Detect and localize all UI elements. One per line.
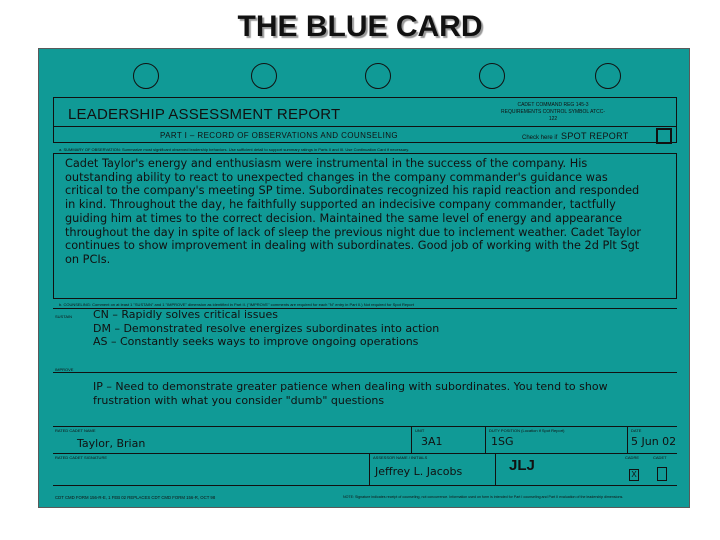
rated-cadet-name-label: RATED CADET NAME (55, 428, 96, 433)
improve-label: IMPROVE (55, 367, 74, 372)
counseling-label: b. COUNSELING: Comment on at least 1 "SUSTAIN" and 1 "IMPROVE" dimension as identified in Part II. ("IMPROVE" comments are required for each "N" entry in Part II.) Not required for Spot Report (59, 302, 414, 307)
sustain-list[interactable] (93, 308, 513, 349)
date-label: DATE (631, 428, 642, 433)
assessor-initials[interactable]: JLJ (509, 457, 535, 474)
unit-field[interactable]: 3A1 (421, 435, 443, 448)
punch-hole-icon (479, 63, 505, 89)
duty-position-field[interactable]: 1SG (491, 435, 514, 448)
improve-divider (53, 372, 677, 373)
header-box (53, 97, 677, 143)
summary-label: a. SUMMARY OF OBSERVATION: Summarize most significant observed leadership behaviors. Use sufficient detail to support summary ratings in Parts II and III. Use Continuation Card if necessary. (59, 147, 410, 152)
punch-hole-icon (133, 63, 159, 89)
spot-report-checkbox[interactable] (656, 128, 672, 144)
footer-divider (53, 485, 677, 486)
footer-column-divider (627, 426, 628, 453)
cadet-command-reg (498, 102, 608, 123)
punch-hole-icon (365, 63, 391, 89)
summary-text[interactable]: Cadet Taylor's energy and enthusiasm were instrumental in the success of the company. His outstanding ability to react to unexpected changes in the company commander's guidance was critical to the company's meeting SP time. Subordinates recognized his rapid reaction and responded in kind. Throughout the day, he faithfully supported an indecisive company commander, tactfully guiding him at times to the correct decision. Maintained the same level of energy and appearance throughout the day in spite of lack of sleep the previous night due to inclement weather. Cadet Taylor continues to show improvement in dealing with subordinates. Good job of working with the 2d Plt Sgt on PCIs. (65, 157, 642, 266)
rated-cadet-name-field[interactable]: Taylor, Brian (77, 437, 146, 450)
footer-column-divider (495, 453, 496, 485)
part-1-title: PART I – RECORD OF OBSERVATIONS AND COUNSELING (160, 131, 399, 140)
footer-column-divider (485, 426, 486, 453)
sustain-item: CN – Rapidly solves critical issues (93, 308, 278, 321)
spot-report-check-text: Check here if (522, 135, 558, 141)
spot-report-value: SPOT REPORT (561, 131, 629, 141)
punch-hole-icon (251, 63, 277, 89)
sustain-label: SUSTAIN (55, 314, 73, 319)
improve-text[interactable]: IP – Need to demonstrate greater patience when dealing with subordinates. You tend to show frustration with what you consider "dumb" questions (93, 380, 608, 407)
rated-cadet-signature-label: RATED CADET SIGNATURE (55, 455, 108, 460)
cadet-command-line-2: REQUIREMENTS CONTROL SYMBOL ATCC-122 (501, 109, 605, 122)
footer-column-divider (411, 426, 412, 453)
assessor-name-field[interactable]: Jeffrey L. Jacobs (375, 465, 463, 478)
unit-label: UNIT (415, 428, 425, 433)
footer-divider (53, 453, 677, 454)
signature-note: NOTE: Signature indicates receipt of counseling, not concurrence. Information used on form is intended for Part I counseling and Part II evaluation of the leadership dimensions. (343, 495, 624, 499)
spot-report-label (522, 131, 629, 141)
cadet-checkbox[interactable] (657, 467, 667, 481)
cadet-label: CADET (653, 455, 667, 460)
punch-hole-icon (595, 63, 621, 89)
cadre-label: CADRE (625, 455, 640, 460)
assessor-label: ASSESSOR NAME / INITIALS (373, 455, 428, 460)
leadership-assessment-card (38, 48, 690, 508)
slide-title: THE BLUE CARD (237, 10, 483, 43)
footer-column-divider (369, 453, 370, 485)
sustain-item: AS – Constantly seeks ways to improve ongoing operations (93, 335, 419, 348)
report-title: LEADERSHIP ASSESSMENT REPORT (68, 106, 341, 123)
duty-position-label: DUTY POSITION (Location if Spot Report) (489, 428, 565, 433)
form-number: CDT CMD FORM 156-R-E, 1 FEB 02 REPLACES CDT CMD FORM 156-R, OCT 98 (55, 495, 216, 500)
date-field[interactable]: 5 Jun 02 (631, 435, 677, 448)
cadet-command-line-1: CADET COMMAND REG 145-3 (517, 102, 589, 108)
footer-divider (53, 426, 677, 427)
header-divider (54, 126, 676, 127)
sustain-item: DM – Demonstrated resolve energizes subordinates into action (93, 321, 440, 335)
cadre-checkbox[interactable]: X (629, 469, 639, 481)
